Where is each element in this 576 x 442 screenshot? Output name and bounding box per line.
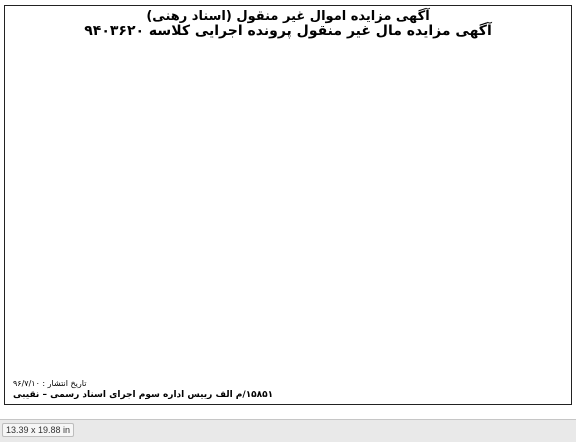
body-line [293,258,566,269]
signature-line: ۱۵۸۵۱/م الف رییس اداره سوم اجرای اسناد رسمی – نقیبی [13,390,274,400]
body-line [11,42,284,53]
notice-body-right-column [293,42,566,374]
notice-title-line2: آگهی مزایده مال غیر منقول پرونده اجرایی کلاسه ۹۴۰۳۶۲۰ [84,23,492,39]
document-dimensions: 13.39 x 19.88 in [2,423,74,437]
notice-title-line1: آگهی مزایده اموال غیر منقول (اسناد رهنی) [146,9,430,24]
body-line [11,76,284,87]
body-line [293,201,566,212]
viewer-status-bar [0,419,576,442]
body-line [293,327,566,338]
body-line [293,361,566,372]
body-line [293,122,566,133]
body-line [11,53,284,64]
body-line [293,338,566,349]
body-line [293,110,566,121]
body-line [11,99,284,110]
body-line [11,304,284,315]
body-line [11,327,284,338]
body-line [11,167,284,178]
body-line [293,76,566,87]
body-line [11,315,284,326]
body-line [293,270,566,281]
body-line [11,88,284,99]
body-line [293,224,566,235]
body-line [11,293,284,304]
publish-date: تاریخ انتشار : ۹۶/۷/۱۰ [13,379,87,388]
body-line [11,350,284,361]
body-line [293,247,566,258]
body-line [293,213,566,224]
body-line [293,65,566,76]
body-line [11,270,284,281]
body-line [293,190,566,201]
body-line [11,281,284,292]
body-line [293,304,566,315]
body-line [293,179,566,190]
body-line [293,156,566,167]
body-line [293,42,566,53]
body-line [293,350,566,361]
body-line [11,110,284,121]
body-line [293,167,566,178]
body-line [11,201,284,212]
notice-document [4,5,572,405]
body-line [11,338,284,349]
body-line [11,247,284,258]
body-line [11,122,284,133]
body-line [293,53,566,64]
body-line [11,361,284,372]
notice-footer [13,379,563,400]
body-line [11,190,284,201]
body-line [11,65,284,76]
body-line [11,258,284,269]
body-line [293,281,566,292]
body-line [293,99,566,110]
notice-body-left-column [11,42,284,374]
body-line [11,133,284,144]
body-line [11,179,284,190]
notice-body [11,42,565,374]
body-line [11,236,284,247]
body-line [293,145,566,156]
body-line [293,236,566,247]
body-line [11,224,284,235]
body-line [11,213,284,224]
body-line [293,88,566,99]
body-line [11,145,284,156]
body-line [11,156,284,167]
body-line [293,133,566,144]
body-line [293,315,566,326]
body-line [293,293,566,304]
